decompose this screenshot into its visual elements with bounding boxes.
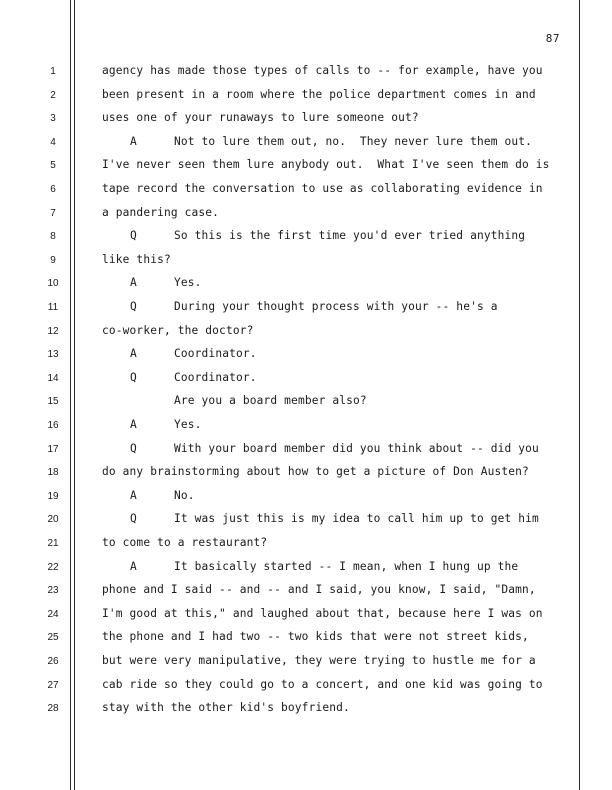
line-text: tape record the conversation to use as collaborating evidence in <box>102 182 543 195</box>
line-number: 13 <box>47 349 59 361</box>
line-text: been present in a room where the police department comes in and <box>102 87 536 101</box>
transcript-line <box>0 558 612 582</box>
line-text: Yes. <box>174 418 202 431</box>
speaker-label: Q <box>130 229 137 243</box>
speaker-label: Q <box>130 441 137 455</box>
transcript-line <box>0 369 612 393</box>
line-text: a pandering case. <box>102 205 220 219</box>
line-text: stay with the other kid's boyfriend. <box>102 701 350 715</box>
line-number: 22 <box>47 561 59 573</box>
speaker-label: A <box>130 559 137 573</box>
line-text: Are you a board member also? <box>174 394 367 408</box>
line-number: 28 <box>47 703 59 715</box>
transcript-line <box>0 180 612 204</box>
transcript-line <box>0 581 612 605</box>
line-number: 24 <box>47 608 59 620</box>
line-text: Yes. <box>174 276 202 290</box>
line-text: Coordinator. <box>174 370 257 384</box>
line-number: 20 <box>47 514 59 526</box>
speaker-label: A <box>130 347 137 361</box>
line-text: Coordinator. <box>174 347 257 361</box>
line-number: 11 <box>47 302 59 313</box>
line-number: 23 <box>47 585 59 597</box>
transcript-line <box>0 440 612 464</box>
transcript-line <box>0 487 612 511</box>
line-text: uses one of your runaways to lure someone out? <box>102 111 419 125</box>
transcript-line <box>0 274 612 298</box>
line-text: cab ride so they could go to a concert, and one kid was going to <box>102 677 543 691</box>
transcript-line <box>0 86 612 110</box>
line-text: No. <box>174 488 195 502</box>
line-text: I'm good at this," and laughed about that, because here I was on <box>102 606 543 620</box>
transcript-line <box>0 298 612 322</box>
line-text: Not to lure them out, no. They never lure them out. <box>174 134 533 148</box>
transcript-line <box>0 628 612 652</box>
transcript-line <box>0 510 612 534</box>
line-number: 7 <box>50 207 56 219</box>
line-number: 18 <box>47 467 59 479</box>
transcript-line <box>0 699 612 723</box>
speaker-label: A <box>130 418 137 431</box>
transcript-line <box>0 345 612 369</box>
speaker-label: A <box>130 276 137 290</box>
transcript-line <box>0 251 612 275</box>
transcript-line <box>0 322 612 346</box>
transcript-line <box>0 156 612 180</box>
speaker-label: Q <box>130 300 137 313</box>
transcript-line <box>0 676 612 700</box>
line-number: 4 <box>50 136 56 148</box>
line-text: During your thought process with your -- he's a <box>174 300 498 313</box>
line-number: 25 <box>47 632 59 644</box>
line-number: 16 <box>47 420 59 431</box>
line-text: phone and I said -- and -- and I said, you know, I said, "Damn, <box>102 583 536 597</box>
line-number: 2 <box>50 89 56 101</box>
line-text: It basically started -- I mean, when I hung up the <box>174 559 519 573</box>
line-text: do any brainstorming about how to get a picture of Don Austen? <box>102 465 529 479</box>
transcript-line <box>0 227 612 251</box>
speaker-label: A <box>130 488 137 502</box>
line-number: 27 <box>47 679 59 691</box>
transcript-line <box>0 62 612 86</box>
transcript-line <box>0 534 612 558</box>
transcript-line <box>0 133 612 157</box>
line-number: 8 <box>50 231 56 243</box>
line-text: co-worker, the doctor? <box>102 323 254 337</box>
line-number: 1 <box>50 66 56 77</box>
transcript-line <box>0 605 612 629</box>
transcript-line <box>0 416 612 440</box>
speaker-label: A <box>130 134 137 148</box>
transcript-line <box>0 652 612 676</box>
speaker-label: Q <box>130 370 137 384</box>
line-text: the phone and I had two -- two kids that were not street kids, <box>102 630 529 644</box>
line-number: 17 <box>47 443 59 455</box>
line-number: 14 <box>47 372 59 384</box>
line-text: to come to a restaurant? <box>102 536 268 549</box>
line-number: 9 <box>50 254 56 266</box>
speaker-label: Q <box>130 512 137 526</box>
line-number: 26 <box>47 656 59 667</box>
line-number: 5 <box>50 160 56 172</box>
line-number: 21 <box>47 538 59 549</box>
transcript-line <box>0 109 612 133</box>
line-number: 15 <box>47 396 59 408</box>
line-text: It was just this is my idea to call him up to get him <box>174 512 539 526</box>
page-number: 87 <box>545 32 560 45</box>
line-text: So this is the first time you'd ever tried anything <box>174 229 526 243</box>
line-text: I've never seen them lure anybody out. What I've seen them do is <box>102 158 550 172</box>
transcript-line <box>0 204 612 228</box>
line-text: agency has made those types of calls to -- for example, have you <box>102 64 543 77</box>
line-number: 6 <box>50 184 56 195</box>
line-text: like this? <box>102 252 171 266</box>
transcript-line <box>0 392 612 416</box>
line-number: 3 <box>50 113 56 125</box>
line-number: 12 <box>47 325 59 337</box>
line-number: 10 <box>47 278 59 290</box>
line-number: 19 <box>47 490 59 502</box>
transcript-line <box>0 463 612 487</box>
line-text: With your board member did you think about -- did you <box>174 441 539 455</box>
line-text: but were very manipulative, they were trying to hustle me for a <box>102 654 536 667</box>
